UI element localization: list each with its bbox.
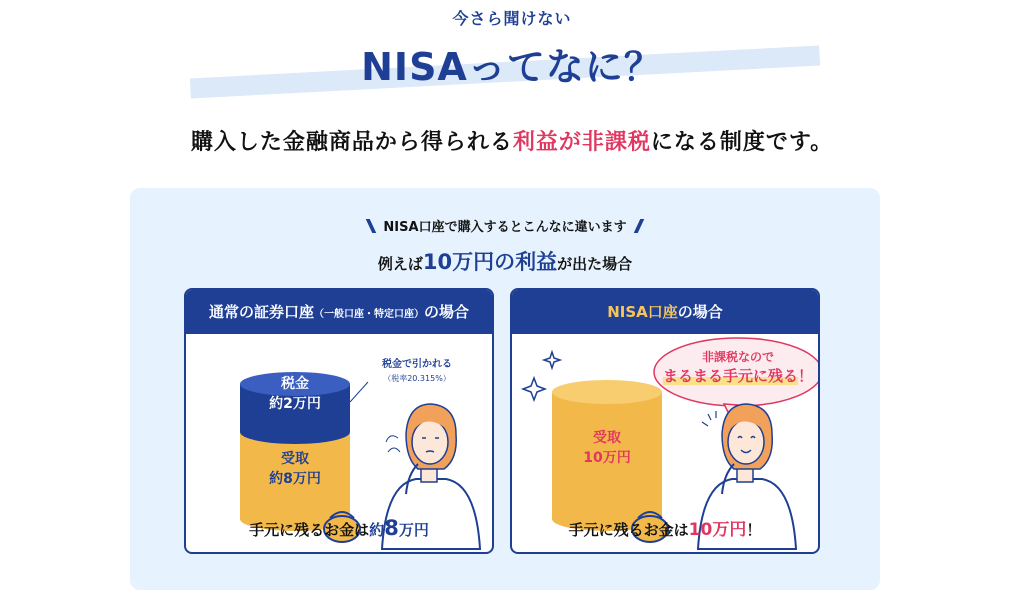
example-pre: 例えば (377, 255, 423, 273)
footer-amount: 10万円 (688, 520, 747, 540)
nisa-account-card-header (512, 290, 818, 334)
panel-subtitle-text: NISA口座で購入するとこんなに違います (383, 220, 627, 235)
right-accent-mark (633, 219, 644, 233)
example-profit: 利益 (515, 250, 558, 274)
footer-number: 8 (384, 516, 399, 540)
nisa-card-title-suffix: の場合 (677, 303, 723, 321)
normal-account-card (184, 288, 494, 554)
tax-label: 税金 (281, 376, 309, 392)
nisa-receive-value: 10万円 (583, 450, 631, 466)
normal-card-title-suffix: の場合 (424, 303, 470, 321)
tax-note-line1: 税金で引かれる (382, 359, 452, 370)
bubble-exclamation: ！ (798, 367, 814, 385)
normal-card-title: 通常の証券口座 (208, 303, 314, 321)
receive-amount-label (240, 449, 350, 489)
example-post: が出た場合 (557, 255, 633, 273)
nisa-receive-label (552, 428, 662, 468)
tax-value: 約2万円 (269, 396, 321, 412)
lead-highlight: 利益が非課税 (512, 130, 651, 155)
bubble-line2: まるまる手元に残る (662, 367, 798, 385)
kicker-text: 今さら聞けない (452, 9, 572, 28)
lead-sentence (0, 125, 1024, 156)
surprise-mark-icon (702, 411, 716, 426)
lead-post: になる制度です。 (650, 130, 834, 155)
footer-pre: 手元に残るお金は (249, 521, 370, 539)
lead-pre: 購入した金融商品から得られる (190, 130, 513, 155)
normal-account-card-body (186, 334, 492, 550)
normal-account-card-header (186, 290, 492, 334)
page-title: NISAってなに？ (361, 45, 663, 89)
bubble-text (654, 348, 820, 386)
sparkle-icon (523, 378, 545, 400)
nisa-card-footer (512, 515, 818, 540)
panel-subtitle (130, 216, 880, 235)
left-accent-mark (366, 219, 377, 233)
footer-exclamation: ！ (746, 521, 762, 539)
bubble-line1: 非課税なので (701, 350, 774, 364)
tax-note-rate: （税率20.315%） (383, 374, 451, 383)
nisa-card-title: NISA口座 (607, 303, 678, 321)
tax-note (362, 358, 472, 386)
nisa-receive-line1: 受取 (593, 430, 621, 446)
normal-card-title-note: （一般口座・特定口座） (314, 309, 424, 320)
footer-pre: 手元に残るお金は (568, 521, 689, 539)
footer-unit: 万円 (398, 521, 429, 539)
receive-label: 受取 (281, 451, 309, 467)
example-line (130, 246, 880, 276)
nisa-receive-cylinder-top (552, 380, 662, 404)
sparkle-icon-small (544, 352, 560, 368)
example-amount: 10万円の (422, 250, 516, 274)
tax-amount-label (240, 374, 350, 414)
receive-value: 約8万円 (269, 471, 321, 487)
normal-card-footer (186, 516, 492, 540)
nisa-account-card-body (512, 334, 818, 550)
nisa-account-card (510, 288, 820, 554)
worry-mark-icon (386, 436, 398, 442)
footer-approx: 約 (369, 521, 385, 539)
